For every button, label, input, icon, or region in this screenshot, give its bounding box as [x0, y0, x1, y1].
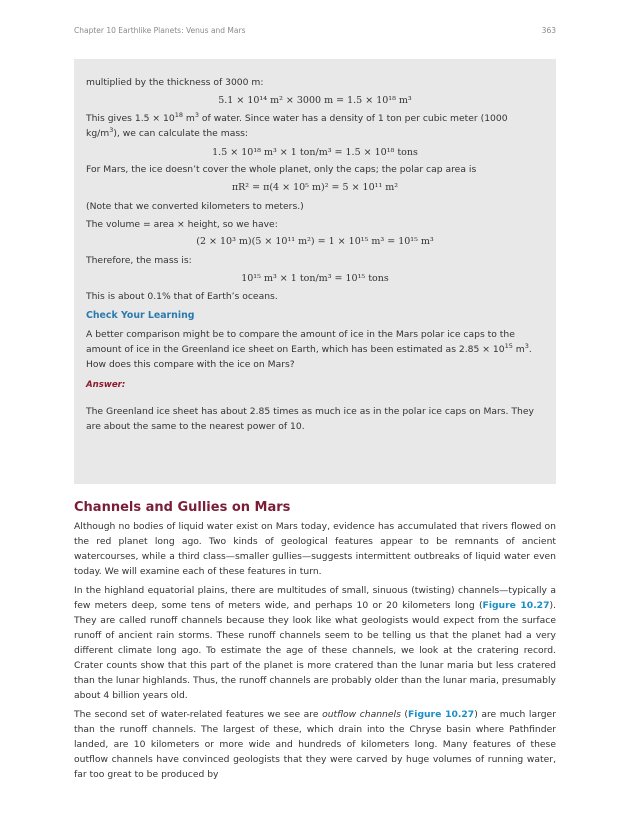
- equation-1: 5.1 × 10¹⁴ m² × 3000 m = 1.5 × 10¹⁸ m³: [218, 95, 412, 106]
- superscript: 15: [504, 342, 513, 350]
- paragraph-3: [74, 707, 556, 782]
- check-your-learning-question: [86, 327, 544, 372]
- check-your-learning-title: Check Your Learning: [86, 310, 195, 321]
- superscript: 18: [174, 111, 183, 119]
- text: m: [183, 113, 195, 124]
- text: A better comparison might be to compare the amount of ice in the Mars polar ice caps to the amount of ice in the Greenland ice sheet on Earth, which has been estimated as 2.85 × 10: [86, 329, 515, 355]
- superscript: 3: [524, 342, 529, 350]
- text: The second set of water-related features we see are: [74, 709, 323, 720]
- box-line-2: [86, 111, 544, 141]
- example-box: [74, 59, 556, 484]
- box-line-3: For Mars, the ice doesn’t cover the whole planet, only the caps; the polar cap area is: [86, 164, 477, 175]
- text: (: [400, 709, 409, 720]
- figure-link[interactable]: Figure 10.27: [482, 600, 550, 611]
- box-volume: The volume = area × height, so we have:: [86, 219, 278, 230]
- page-header: [74, 26, 556, 38]
- text: ). They are called runoff channels because they look like what geologists would expect from the surface runoff of ancient rain storms. These runoff channels seem to be telling us that the planet had a very different climate long ago. To estimate the age of these channels, we look at the cratering record. Crater counts show that this part of the planet is more cratered than the lunar maria but less cratered than the lunar highlands. Thus, the runoff channels are probably older than the lunar maria, presumably about 4 billion years old.: [74, 600, 556, 701]
- equation-4: (2 × 10³ m)(5 × 10¹¹ m²) = 1 × 10¹⁵ m³ = 10¹⁵ m³: [196, 236, 434, 247]
- emphasis: outflow channels: [322, 709, 401, 720]
- text: This gives 1.5 × 10: [86, 113, 175, 124]
- text: ), we can calculate the mass:: [113, 128, 248, 139]
- equation-5: 10¹⁵ m³ × 1 ton/m³ = 10¹⁵ tons: [241, 273, 389, 284]
- text: . How does this compare with the ice on Mars?: [86, 344, 532, 370]
- equation-2: 1.5 × 10¹⁸ m³ × 1 ton/m³ = 1.5 × 10¹⁸ tons: [212, 147, 418, 158]
- text: ) are much larger than the runoff channels. The largest of these, which drain into the Chryse basin where Pathfinder landed, are 10 kilometers or more wide and hundreds of kilometers long. Many features of these outflow channels have convinced geologists that they were carved by huge volumes of running water, far too great to be produced by: [74, 709, 556, 780]
- chapter-title: Chapter 10 Earthlike Planets: Venus and Mars: [74, 26, 246, 35]
- text: In the highland equatorial plains, there are multitudes of small, sinuous (twisting) channels—typically a few meters deep, some tens of meters wide, and perhaps 10 or 20 kilometers long (: [74, 585, 556, 611]
- section-body: [74, 519, 556, 786]
- figure-link[interactable]: Figure 10.27: [408, 709, 475, 720]
- superscript: 3: [109, 126, 114, 134]
- box-therefore: Therefore, the mass is:: [86, 255, 192, 266]
- equation-3: πR² = π(4 × 10⁵ m)² = 5 × 10¹¹ m²: [231, 182, 399, 193]
- box-about: This is about 0.1% that of Earth’s oceans.: [86, 291, 278, 302]
- paragraph-1: Although no bodies of liquid water exist on Mars today, evidence has accumulated that rivers flowed on the red planet long ago. Two kinds of geological features appear to be remnants of ancient watercourses, while a third class—smaller gullies—suggests intermittent outbreaks of liquid water even today. We will examine each of these features in turn.: [74, 521, 556, 577]
- superscript: 3: [194, 111, 200, 119]
- text: m: [512, 344, 525, 355]
- box-intro: multiplied by the thickness of 3000 m:: [86, 77, 264, 88]
- page-number: 363: [541, 26, 556, 35]
- paragraph-2: [74, 583, 556, 703]
- box-note: (Note that we converted kilometers to meters.): [86, 201, 304, 212]
- text: of water. Since water has a density of 1 ton per cubic meter (1000 kg/m: [86, 113, 508, 139]
- section-title: Channels and Gullies on Mars: [74, 500, 291, 515]
- answer-text: The Greenland ice sheet has about 2.85 times as much ice as in the polar ice caps on Mars. They are about the same to the nearest power of 10.: [86, 406, 534, 432]
- answer-label: Answer:: [86, 380, 126, 390]
